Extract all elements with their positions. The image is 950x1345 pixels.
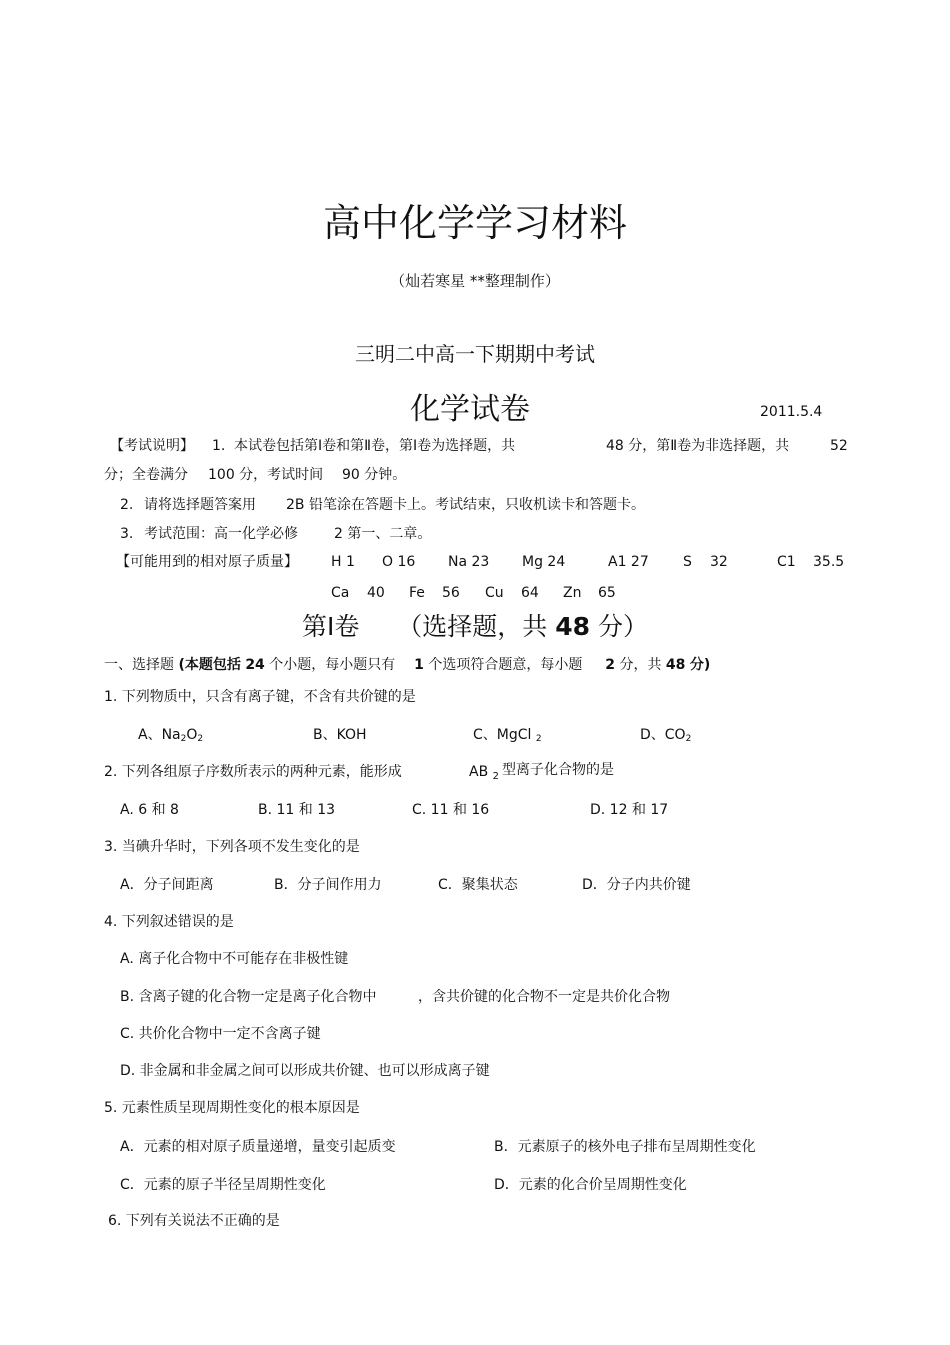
option-b: B．分子间作用力 (274, 877, 382, 893)
exam-date: 2011.5.4 (760, 404, 823, 420)
part-label: 一、选择题 (104, 657, 174, 673)
question-stem: 5. 元素性质呈现周期性变化的根本原因是 (104, 1100, 360, 1116)
instruction-2-part-b: 2B 铅笔涂在答题卡上。考试结束，只收机读卡和答题卡。 (286, 497, 645, 513)
section-score: 48 (555, 612, 591, 641)
option-b: B．元素原子的核外电子排布呈周期性变化 (494, 1139, 756, 1155)
question-stem: 2. 下列各组原子序数所表示的两种元素，能形成 (104, 764, 402, 780)
part-option-count: 1 (414, 657, 424, 673)
option-a: A. 离子化合物中不可能存在非极性键 (120, 951, 349, 967)
option-d: D. 12 和 17 (590, 802, 669, 818)
section-paren-open: （选择题，共 (397, 612, 548, 641)
atomic-mass-item: 40 (367, 585, 385, 601)
question-stem: 3. 当碘升华时，下列各项不发生变化的是 (104, 839, 360, 855)
atomic-mass-item: Fe (409, 585, 425, 601)
section-paren-close: 分） (597, 612, 648, 641)
option-d: D．元素的化合价呈周期性变化 (494, 1177, 687, 1193)
instruction-1-number: 1. (212, 438, 226, 454)
question-stem-tail: 型离子化合物的是 (502, 762, 614, 778)
atomic-mass-item: S (683, 554, 692, 570)
instruction-3-part-a: 考试范围：高一化学必修 (144, 526, 298, 542)
part-total-score: 48 (665, 657, 686, 673)
atomic-mass-item: 64 (521, 585, 539, 601)
option-a: A．元素的相对原子质量递增，量变引起质变 (120, 1139, 396, 1155)
option-d: D. 非金属和非金属之间可以形成共价键、也可以形成离子键 (120, 1063, 490, 1079)
question-stem: 4. 下列叙述错误的是 (104, 914, 234, 930)
atomic-mass-item: Mg 24 (522, 554, 566, 570)
option-a: A、$Na_2O_2$ (138, 727, 204, 744)
question-stem-formula: AB $_2$ (469, 764, 500, 782)
part-text-d: 个小题，每小题只有 (269, 657, 396, 673)
option-d: D、$CO_2$ (640, 727, 692, 744)
instruction-1-part-c: 52 (830, 438, 848, 454)
atomic-mass-item: 56 (442, 585, 460, 601)
option-c: C．元素的原子半径呈周期性变化 (120, 1177, 326, 1193)
option-a: A．分子间距离 (120, 877, 214, 893)
part-text-h: 分，共 (619, 657, 662, 673)
instruction-1-line2-c: 90 分钟。 (342, 467, 407, 483)
part-per-score: 2 (605, 657, 616, 673)
instructions-label: 【考试说明】 (110, 438, 194, 454)
atomic-mass-item: 35.5 (813, 554, 845, 570)
option-d: D．分子内共价键 (582, 877, 691, 893)
atomic-mass-item: C1 (777, 554, 796, 570)
instruction-1-part-b: 48 分，第Ⅱ卷为非选择题，共 (606, 438, 790, 454)
atomic-mass-item: Zn (563, 585, 582, 601)
atomic-mass-item: Cu (485, 585, 504, 601)
option-c: C、MgCl $_2$ (473, 727, 542, 744)
question-stem: 1. 下列物质中，只含有离子键，不含有共价键的是 (104, 689, 416, 705)
instruction-1-part-a: 本试卷包括第Ⅰ卷和第Ⅱ卷，第Ⅰ卷为选择题，共 (234, 438, 516, 454)
paper-title: 化学试卷 (410, 392, 530, 427)
instruction-2-number: 2. (120, 497, 134, 513)
option-b: B. 11 和 13 (258, 802, 336, 818)
option-c: C．聚集状态 (438, 877, 518, 893)
school-exam-line: 三明二中高一下期期中考试 (355, 342, 595, 366)
document-title: 高中化学学习材料 (322, 201, 627, 245)
atomic-mass-item: Na 23 (448, 554, 490, 570)
part-count: 24 (245, 657, 265, 673)
option-c: C. 11 和 16 (412, 802, 490, 818)
atomic-mass-item: Ca (331, 585, 350, 601)
atomic-mass-item: O 16 (382, 554, 416, 570)
part-text-j: 分) (689, 657, 711, 673)
option-c: C. 共价化合物中一定不含离子键 (120, 1026, 321, 1042)
part-text-b: (本题包括 (178, 657, 241, 673)
atomic-mass-item: A1 27 (608, 554, 649, 570)
instruction-3-number: 3. (120, 526, 134, 542)
option-b: B. 含离子键的化合物一定是离子化合物中 (120, 989, 377, 1005)
atomic-mass-item: 32 (710, 554, 728, 570)
section-heading (0, 612, 950, 642)
instruction-2-part-a: 请将选择题答案用 (144, 497, 256, 513)
atomic-mass-label: 【可能用到的相对原子质量】 (116, 554, 298, 570)
section-prefix: 第Ⅰ卷 (301, 612, 360, 641)
instruction-1-line2-b: 100 分，考试时间 (208, 467, 324, 483)
option-b-continuation: ，含共价键的化合物不一定是共价化合物 (418, 989, 670, 1005)
part-text-f: 个选项符合题意，每小题 (428, 657, 583, 673)
document-subtitle: （灿若寒星 **整理制作） (390, 272, 560, 290)
question-stem: 6. 下列有关说法不正确的是 (108, 1213, 280, 1229)
part-description (104, 657, 710, 674)
atomic-mass-item: 65 (598, 585, 616, 601)
atomic-mass-item: H 1 (331, 554, 355, 570)
instruction-3-part-b: 2 第一、二章。 (334, 526, 432, 542)
instruction-1-line2-a: 分；全卷满分 (104, 467, 188, 483)
option-a: A. 6 和 8 (120, 802, 179, 818)
option-b: B、KOH (313, 727, 367, 743)
